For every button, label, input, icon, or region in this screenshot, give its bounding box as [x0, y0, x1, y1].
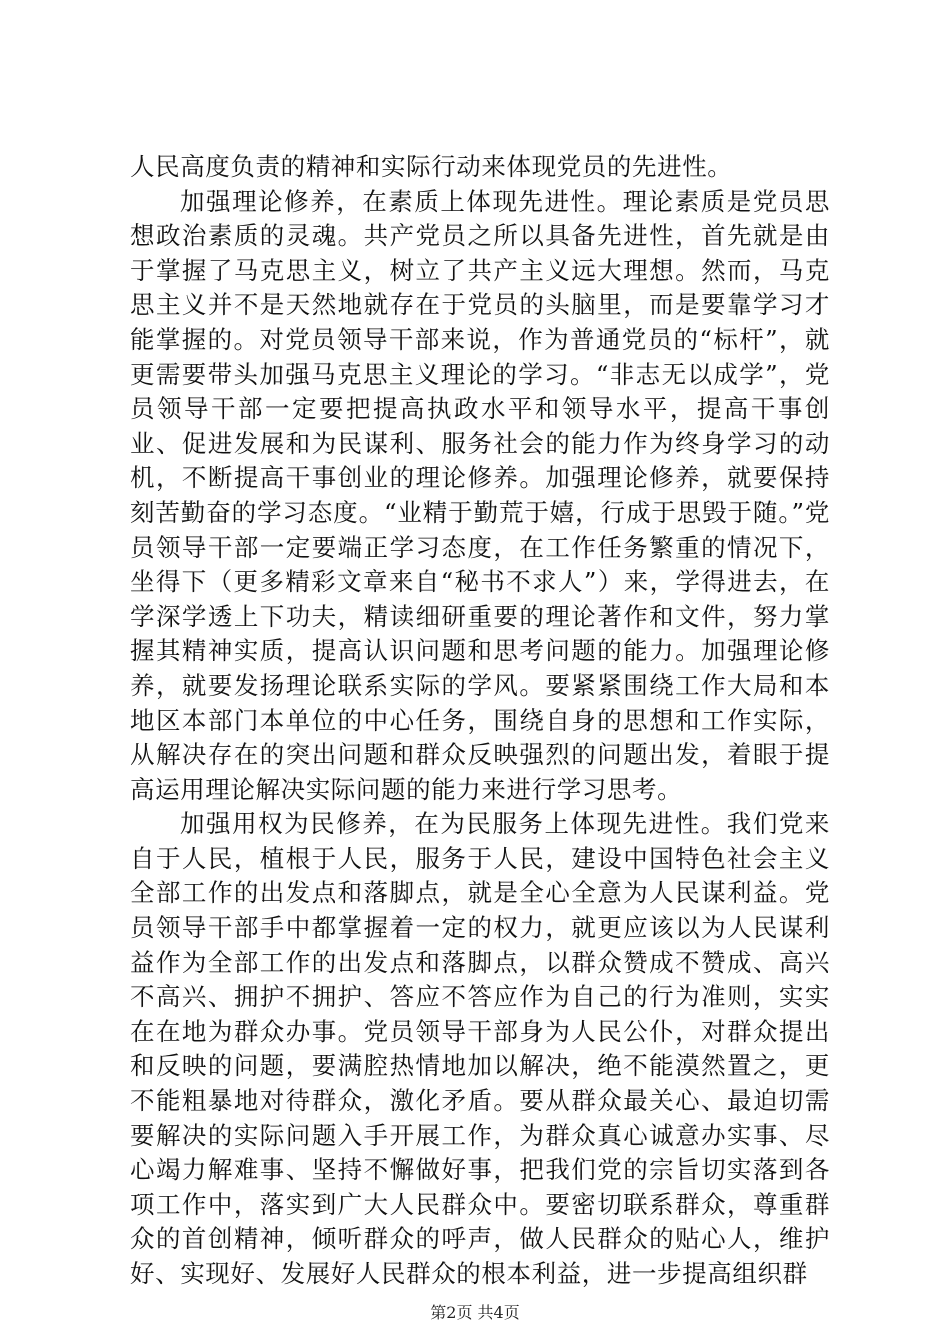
body-text — [130, 150, 830, 1292]
paragraph-serve-people: 加强用权为民修养，在为民服务上体现先进性。我们党来自于人民，植根于人民，服务于人民，建设中国特色社会主义全部工作的出发点和落脚点，就是全心全意为人民谋利益。党员领导干部手中都掌握着一定的权力，就更应该以为人民谋利益作为全部工作的出发点和落脚点，以群众赞成不赞成、高兴不高兴、拥护不拥护、答应不答应作为自己的行为准则，实实在在地为群众办事。党员领导干部身为人民公仆，对群众提出和反映的问题，要满腔热情地加以解决，绝不能漠然置之，更不能粗暴地对待群众，激化矛盾。要从群众最关心、最迫切需要解决的实际问题入手开展工作，为群众真心诚意办实事、尽心竭力解难事、坚持不懈做好事，把我们党的宗旨切实落到各项工作中，落实到广大人民群众中。要密切联系群众，尊重群众的首创精神，倾听群众的呼声，做人民群众的贴心人，维护好、实现好、发展好人民群众的根本利益，进一步提高组织群 — [130, 809, 830, 1288]
paragraph-continuation: 人民高度负责的精神和实际行动来体现党员的先进性。 — [130, 152, 733, 181]
paragraph-theory-cultivation: 加强理论修养，在素质上体现先进性。理论素质是党员思想政治素质的灵魂。共产党员之所以具备先进性，首先就是由于掌握了马克思主义，树立了共产主义远大理想。然而，马克思主义并不是天然地就存在于党员的头脑里，而是要靠学习才能掌握的。对党员领导干部来说，作为普通党员的“标杆”，就更需要带头加强马克思主义理论的学习。“非志无以成学”，党员领导干部一定要把提高执政水平和领导水平，提高干事创业、促进发展和为民谋利、服务社会的能力作为终身学习的动机，不断提高干事创业的理论修养。加强理论修养，就要保持刻苦勤奋的学习态度。“业精于勤荒于嬉，行成于思毁于随。”党员领导干部一定要端正学习态度，在工作任务繁重的情况下，坐得下（更多精彩文章来自“秘书不求人”）来，学得进去，在学深学透上下功夫，精读细研重要的理论著作和文件，努力掌握其精神实质，提高认识问题和思考问题的能力。加强理论修养，就要发扬理论联系实际的学风。要紧紧围绕工作大局和本地区本部门本单位的中心任务，围绕自身的思想和工作实际，从解决存在的突出问题和群众反映强烈的问题出发，着眼于提高运用理论解决实际问题的能力来进行学习思考。 — [130, 186, 830, 804]
page-footer: 第2页 共4页 — [430, 1303, 520, 1322]
